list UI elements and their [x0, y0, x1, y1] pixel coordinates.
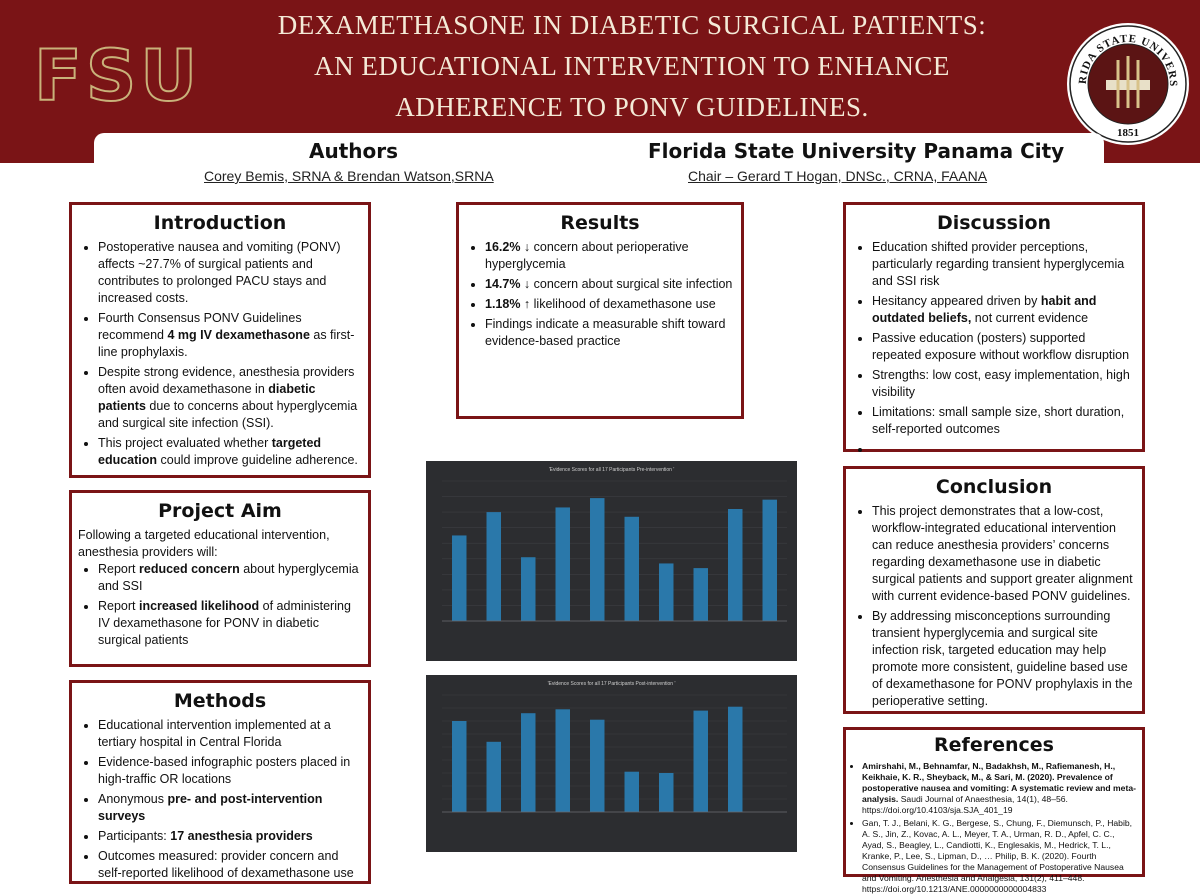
- chart-bar: [590, 498, 604, 621]
- discussion-bullet-text: Hesitancy appeared driven by: [872, 294, 1041, 308]
- chart-bar: [728, 707, 742, 812]
- discussion-bullet: [872, 404, 1134, 438]
- introduction-bullet: [98, 435, 360, 469]
- aim-bullet-text: about hyperglycemia and SSI: [98, 562, 359, 593]
- introduction-bullet-text: Postoperative nausea and vomiting (PONV) affects ~27.7% of surgical patients and contributes to prolonged PACU stays and increased costs.: [98, 240, 341, 305]
- institution-heading: Florida State University Panama City: [648, 139, 1065, 163]
- methods-heading: Methods: [173, 690, 267, 712]
- discussion-bullet-text: Education shifted provider perceptions, particularly regarding transient hyperglycemia and SSI risk: [872, 240, 1125, 288]
- seal-text: RIDA STATE UNIVERS: [1076, 32, 1180, 88]
- fsu-logo: FSU: [34, 35, 202, 117]
- aim-bullet-text: Report: [98, 562, 139, 576]
- title-line-1: DEXAMETHASONE IN DIABETIC SURGICAL PATIENTS:: [277, 10, 987, 40]
- discussion-heading: Discussion: [936, 212, 1052, 234]
- results-bullet-text: ↓ concern about surgical site infection: [520, 277, 733, 291]
- results-bullet-text: 14.7%: [485, 277, 521, 291]
- chart-bar: [556, 709, 570, 812]
- references-list: [846, 761, 1142, 895]
- results-section: [456, 202, 744, 419]
- discussion-bullet: [872, 239, 1134, 290]
- university-seal: [1066, 22, 1190, 146]
- chart-bar: [694, 711, 708, 812]
- results-bullet: [485, 316, 733, 350]
- results-bullet-text: 1.18%: [485, 297, 521, 311]
- seal-year: 1851: [1117, 127, 1139, 139]
- introduction-list: [72, 239, 368, 469]
- discussion-bullet: [872, 441, 1134, 458]
- introduction-bullet-text: This project evaluated whether: [98, 436, 272, 450]
- chart-bar: [625, 517, 639, 621]
- references-bullet: [862, 818, 1138, 895]
- conclusion-heading: Conclusion: [935, 476, 1053, 498]
- chart-bar: [625, 772, 639, 812]
- introduction-bullet: [98, 239, 360, 307]
- discussion-list: [846, 239, 1142, 458]
- methods-bullet: [98, 754, 360, 788]
- introduction-bullet-text: diabetic patients: [98, 382, 316, 413]
- results-heading: Results: [560, 212, 640, 234]
- methods-bullet-text: Outcomes measured: provider concern and self-reported likelihood of dexamethasone use: [98, 849, 354, 880]
- introduction-heading: Introduction: [153, 212, 287, 234]
- references-bullet: [862, 761, 1138, 816]
- methods-bullet-text: 17 anesthesia providers: [170, 829, 313, 843]
- chart-bar: [694, 568, 708, 621]
- chart-bar: [763, 500, 777, 621]
- discussion-bullet: [872, 367, 1134, 401]
- chart-title: 'Evidence Scores for all 17 Participants Post-intervention ': [547, 681, 676, 687]
- chart-bar: [487, 512, 501, 621]
- authors-names: Corey Bemis, SRNA & Brendan Watson,SRNA: [204, 168, 494, 184]
- discussion-bullet-text: Strengths: low cost, easy implementation, high visibility: [872, 368, 1130, 399]
- references-bullet-text: Gan, T. J., Belani, K. G., Bergese, S., Chung, F., Diemunsch, P., Habib, A. S., Jin, Z., Kovac, A. L., Meyer, T. A., Urman, R. D., Apfel, C. C., Ayad, S., Beagley, L., Candiotti, K., Englesakis, M., Hedrick, T. L., Kranke, P., Lee, S., Lipman, D., … Philip, B. K. (2020). Fourth Consensus Guidelines for the Management of Postoperative Nausea and Vomiting. Anesthesia and Analgesia, 131(2), 411–448. https://doi.org/10.1213/ANE.0000000000004833: [862, 818, 1133, 894]
- institution-chair: Chair – Gerard T Hogan, DNSc., CRNA, FAANA: [688, 168, 988, 184]
- introduction-bullet: [98, 364, 360, 432]
- discussion-bullet-text: habit and outdated beliefs,: [872, 294, 1097, 325]
- results-bullet: [485, 276, 733, 293]
- introduction-bullet-text: 4 mg IV dexamethasone: [167, 328, 310, 342]
- discussion-bullet-text: Limitations: small sample size, short duration, self-reported outcomes: [872, 405, 1125, 436]
- results-bullet: [485, 239, 733, 273]
- chart-bar: [590, 720, 604, 812]
- introduction-bullet-text: could improve guideline adherence.: [157, 453, 358, 467]
- references-section: [843, 727, 1145, 894]
- chart-bar: [659, 563, 673, 621]
- introduction-bullet-text: as first-line prophylaxis.: [98, 328, 355, 359]
- results-bullet-text: ↑ likelihood of dexamethasone use: [520, 297, 716, 311]
- chart-bar: [452, 721, 466, 812]
- discussion-bullet: [872, 330, 1134, 364]
- introduction-section: [69, 202, 371, 478]
- methods-bullet: [98, 791, 360, 825]
- conclusion-bullet: [872, 608, 1134, 710]
- chart-title: 'Evidence Scores for all 17 Participants Pre-intervention ': [548, 467, 675, 473]
- methods-bullet: [98, 848, 360, 882]
- chart-bar: [556, 507, 570, 621]
- aim-list: [72, 561, 368, 649]
- methods-section: [69, 680, 371, 884]
- methods-bullet-text: Anonymous: [98, 792, 168, 806]
- conclusion-bullet-text: By addressing misconceptions surrounding transient hyperglycemia and surgical site infection risk, targeted education may help promote more consistent, guideline based use of dexamethasone for PONV prophylaxis in the perioperative setting.: [872, 609, 1133, 708]
- aim-lead: Following a targeted educational intervention, anesthesia providers will:: [78, 528, 330, 559]
- conclusion-bullet: [872, 503, 1134, 605]
- title-line-3: ADHERENCE TO PONV GUIDELINES.: [395, 92, 869, 122]
- discussion-bullet-text: not current evidence: [971, 311, 1089, 325]
- discussion-bullet-text: Passive education (posters) supported repeated exposure without workflow disruption: [872, 331, 1130, 362]
- authors-heading: Authors: [309, 139, 399, 163]
- title-line-2: AN EDUCATIONAL INTERVENTION TO ENHANCE: [314, 51, 950, 81]
- aim-bullet-text: reduced concern: [139, 562, 240, 576]
- methods-list: [72, 717, 368, 882]
- discussion-section: [843, 202, 1145, 452]
- discussion-bullet: [872, 293, 1134, 327]
- methods-bullet: [98, 828, 360, 845]
- pre-intervention-chart: [426, 461, 797, 661]
- references-bullet-text: Saudi Journal of Anaesthesia, 14(1), 48–56. https://doi.org/10.4103/sja.SJA_401_19: [862, 794, 1068, 815]
- methods-bullet-text: pre- and post-intervention surveys: [98, 792, 323, 823]
- aim-bullet-text: of administering IV dexamethasone for PONV in diabetic surgical patients: [98, 599, 351, 647]
- results-bullet-text: 16.2%: [485, 240, 521, 254]
- methods-bullet-text: Participants:: [98, 829, 171, 843]
- introduction-bullet: [98, 310, 360, 361]
- chart-bar: [452, 535, 466, 621]
- methods-bullet-text: Evidence-based infographic posters placed in high-traffic OR locations: [98, 755, 351, 786]
- references-bullet-text: Amirshahi, M., Behnamfar, N., Badakhsh, M., Rafiemanesh, H., Keikhaie, K. R., Sheyback, M., & Sari, M. (2020). Prevalence of postoperative nausea and vomiting: A systematic review and meta-analysis.: [862, 761, 1136, 804]
- conclusion-bullet-text: This project demonstrates that a low-cost, workflow-integrated educational intervention can reduce anesthesia providers’ concerns regarding dexamethasone use in diabetic surgical patients and support greater alignment with current evidence-based PONV guidelines.: [872, 504, 1133, 603]
- results-list: [459, 239, 741, 350]
- introduction-bullet-text: due to concerns about hyperglycemia and surgical site infection (SSI).: [98, 399, 358, 430]
- introduction-bullet-text: targeted education: [98, 436, 322, 467]
- poster-title: [232, 5, 1032, 128]
- chart-bar: [659, 773, 673, 812]
- chart-bar: [728, 509, 742, 621]
- chart-bar: [487, 742, 501, 812]
- introduction-bullet-text: Fourth Consensus PONV Guidelines recommend: [98, 311, 302, 342]
- introduction-bullet-text: Despite strong evidence, anesthesia providers often avoid dexamethasone in: [98, 365, 355, 396]
- chart-bar: [521, 713, 535, 812]
- aim-bullet: [98, 561, 360, 595]
- post-intervention-chart: [426, 675, 797, 852]
- aim-bullet-text: Report: [98, 599, 139, 613]
- project-aim-section: [69, 490, 371, 667]
- results-bullet-text: ↓ concern about perioperative hyperglycemia: [485, 240, 689, 271]
- aim-bullet: [98, 598, 360, 649]
- conclusion-section: [843, 466, 1145, 714]
- results-bullet: [485, 296, 733, 313]
- aim-heading: Project Aim: [158, 500, 282, 522]
- chart-bar: [521, 557, 535, 621]
- aim-bullet-text: increased likelihood: [139, 599, 260, 613]
- methods-bullet: [98, 717, 360, 751]
- references-heading: References: [934, 734, 1054, 756]
- methods-bullet-text: Educational intervention implemented at a tertiary hospital in Central Florida: [98, 718, 331, 749]
- results-bullet-text: Findings indicate a measurable shift toward evidence-based practice: [485, 317, 726, 348]
- conclusion-list: [846, 503, 1142, 710]
